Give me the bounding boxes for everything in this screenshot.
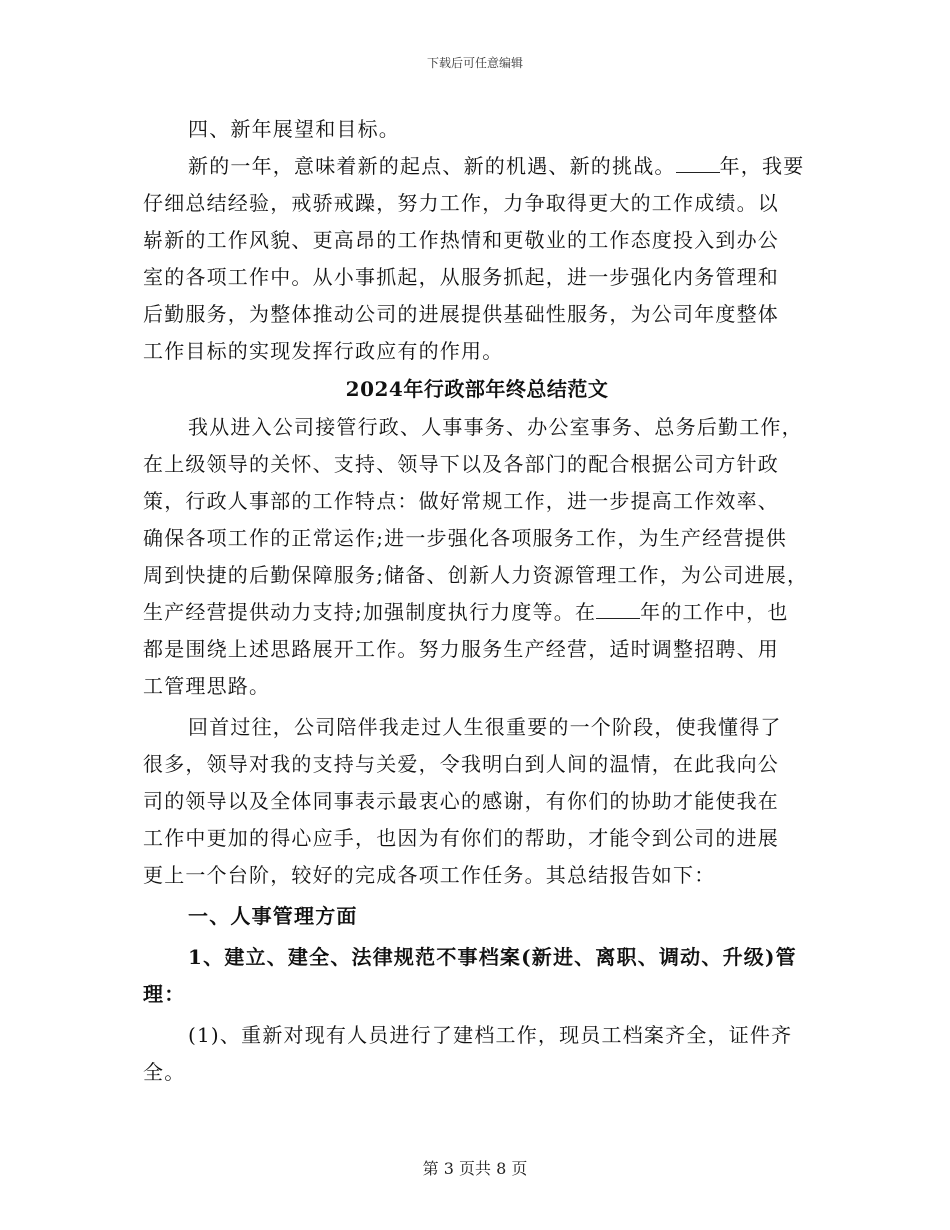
text-segment: 年的工作中，也 [640, 600, 789, 624]
paragraph-line: 全。 [143, 1060, 186, 1084]
paragraph-line: 我从进入公司接管行政、人事事务、办公室事务、总务后勤工作， [188, 415, 803, 439]
item-heading-line: 1、建立、建全、法律规范不事档案(新进、离职、调动、升级)管 [188, 945, 797, 969]
paragraph-line [143, 148, 811, 185]
text-segment: 生产经营提供动力支持;加强制度执行力度等。在 [143, 600, 597, 624]
paragraph-line: 更上一个台阶，较好的完成各项工作任务。其总结报告如下： [143, 863, 716, 887]
page-number: 第 3 页共 8 页 [422, 1159, 528, 1178]
text-segment: 年，我要 [719, 154, 805, 178]
paragraph-line [143, 594, 811, 631]
paragraph-line: (1)、重新对现有人员进行了建档工作，现员工档案齐全，证件齐 [188, 1023, 793, 1047]
item-heading-line: 理： [143, 982, 186, 1006]
paragraph-line: 策，行政人事部的工作特点：做好常规工作，进一步提高工作效率、 [143, 489, 779, 513]
paragraph-line: 司的领导以及全体同事表示最衷心的感谢，有你们的协助才能使我在 [143, 789, 779, 813]
paragraph-line: 仔细总结经验，戒骄戒躁，努力工作，力争取得更大的工作成绩。以 [143, 191, 779, 215]
paragraph-line: 室的各项工作中。从小事抓起，从服务抓起，进一步强化内务管理和 [143, 265, 779, 289]
paragraph-line: 工管理思路。 [143, 674, 271, 698]
text-segment: 新的一年，意味着新的起点、新的机遇、新的挑战。 [188, 154, 676, 178]
paragraph-line: 工作中更加的得心应手，也因为有你们的帮助，才能令到公司的进展 [143, 826, 779, 850]
paragraph-line: 周到快捷的后勤保障服务;储备、创新人力资源管理工作，为公司进展， [143, 563, 809, 587]
paragraph-line: 都是围绕上述思路展开工作。努力服务生产经营，适时调整招聘、用 [143, 637, 779, 661]
fill-in-blank [676, 148, 720, 173]
paragraph-line: 崭新的工作风貌、更高昂的工作热情和更敬业的工作态度投入到办公 [143, 228, 779, 252]
document-body [143, 111, 811, 1091]
paragraph-line: 后勤服务，为整体推动公司的进展提供基础性服务，为公司年度整体 [143, 302, 779, 326]
section-heading-1: 一、人事管理方面 [188, 904, 358, 928]
paragraph-line: 工作目标的实现发挥行政应有的作用。 [143, 339, 504, 363]
paragraph-line: 很多，领导对我的支持与关爱，令我明白到人间的温情，在此我向公 [143, 752, 779, 776]
paragraph-line: 在上级领导的关怀、支持、领导下以及各部门的配合根据公司方针政 [143, 452, 779, 476]
fill-in-blank [596, 594, 640, 619]
header-note: 下载后可任意编辑 [426, 56, 523, 70]
paragraph-line: 回首过往，公司陪伴我走过人生很重要的一个阶段，使我懂得了 [188, 715, 782, 739]
section-heading-4: 四、新年展望和目标。 [188, 117, 400, 141]
paragraph-line: 确保各项工作的正常运作;进一步强化各项服务工作，为生产经营提供 [143, 526, 787, 550]
document-title: 2024年行政部年终总结范文 [345, 377, 609, 401]
